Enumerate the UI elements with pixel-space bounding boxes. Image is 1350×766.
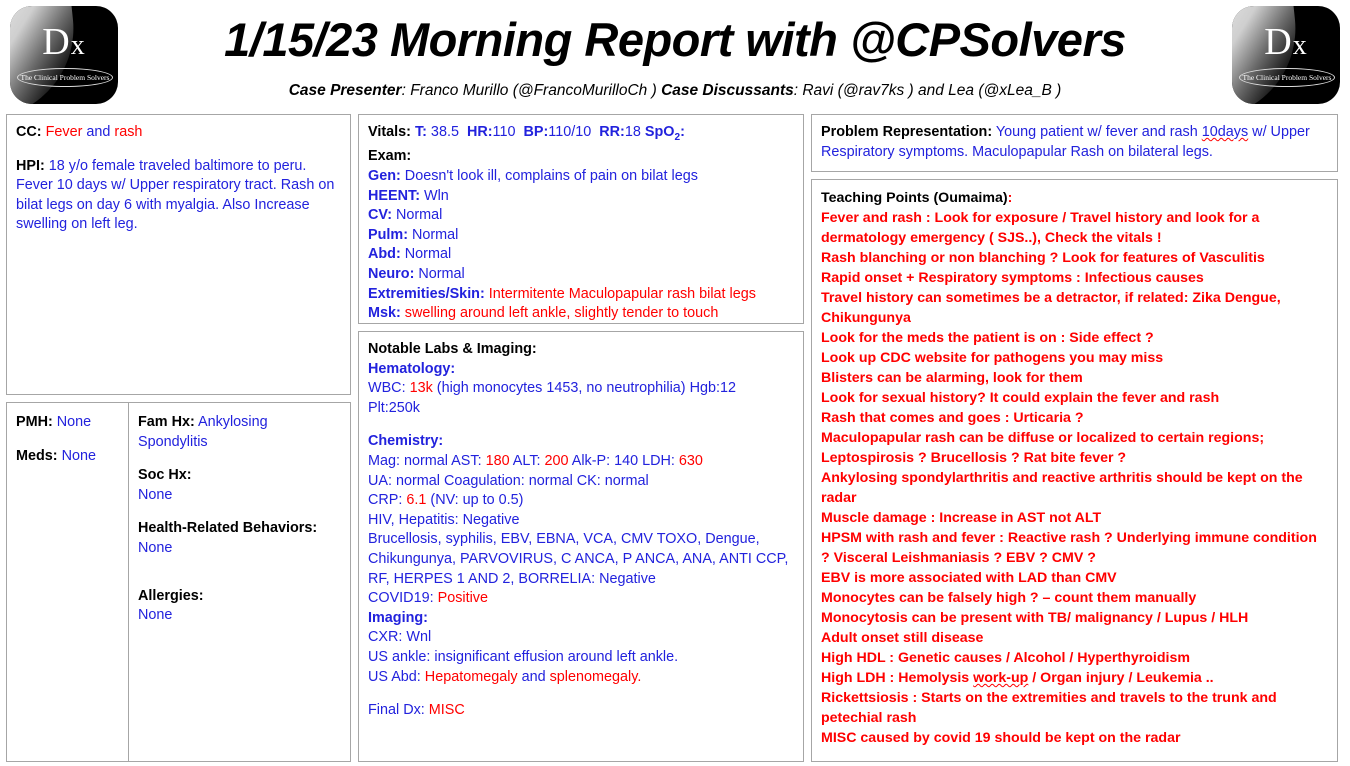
imaging-header: Imaging: (368, 609, 428, 626)
alt-key: ALT: (509, 452, 545, 469)
alt-value: 200 (544, 452, 569, 469)
hematology-label: Hematology (368, 360, 451, 377)
serology-panel-line: Brucellosis, syphilis, EBV, EBNA, VCA, CMV TOXO, Dengue, Chikungunya, PARVOVIRUS, C ANCA, P ANCA, ANA, ANTI CCP, RF, HERPES 1 AND 2, BORRELIA: Negative (368, 531, 789, 587)
sochx-label: Soc Hx (138, 467, 187, 484)
case-discussants-label: Case Discussants (661, 82, 794, 99)
wbc-rest: (high monocytes 1453, no neutrophilia) Hgb:12 (432, 380, 736, 397)
exam-heent: HEENT: Wln (368, 187, 449, 204)
spacer (16, 433, 119, 447)
problem-representation-misspelling: 10days (1201, 124, 1249, 140)
ast-value: 180 (485, 452, 510, 469)
teaching-point: Fever and rash : Look for exposure / Travel history and look for a dermatology emergency ( SJS..), Check the vitals ! (821, 210, 1260, 246)
covid-line (368, 589, 794, 609)
meds-label: Meds (16, 447, 53, 464)
high-ldh-text-a: High LDH : Hemolysis (821, 670, 974, 686)
imaging-label: Imaging (368, 609, 424, 626)
us-abd-key: US Abd: (368, 668, 425, 685)
teaching-point: Monocytes can be falsely high ? – count them manually (821, 590, 1197, 606)
exam-pulm: Pulm: Normal (368, 226, 459, 243)
ldh-value: 630 (678, 452, 703, 469)
allergies-label-line: Allergies: (138, 587, 204, 604)
cc-value-rash: rash (114, 124, 143, 140)
cc-line: CC: Fever and rash (16, 124, 143, 140)
hrb-value: None (138, 539, 173, 556)
teaching-point: Rash that comes and goes : Urticaria ? (821, 410, 1084, 426)
exam-msk: Msk: swelling around left ankle, slightly tender to touch (368, 305, 719, 322)
teaching-point: Travel history can sometimes be a detractor, if related: Zika Dengue, Chikungunya (821, 290, 1281, 326)
teaching-point: Look for the meds the patient is on : Side effect ? (821, 330, 1154, 346)
vital-hr-value: 110 (492, 124, 516, 140)
final-dx-key: Final Dx: (368, 702, 429, 719)
exam-extremities-skin: Extremities/Skin: Intermitente Maculopapular rash bilat legs (368, 285, 756, 302)
famhx-value: Ankylosing Spondylitis (138, 414, 268, 450)
wbc-value: 13k (409, 380, 433, 397)
us-ankle-line: US ankle: insignificant effusion around left ankle. (368, 648, 679, 665)
case-discussants-name: : Ravi (@rav7ks ) and Lea (@xLea_B ) (793, 82, 1062, 99)
labs-header: Notable Labs & Imaging: (368, 341, 537, 357)
logo-tagline: The Clinical Problem Solvers (17, 68, 113, 87)
extremities-label: Extremities/Skin (368, 285, 480, 302)
sochx-value: None (138, 486, 173, 503)
spacer (138, 573, 341, 587)
hematology-header: Hematology: (368, 360, 456, 377)
cc-value-fever: Fever (45, 124, 83, 140)
gen-label: Gen (368, 168, 396, 185)
teaching-point: Ankylosing spondylarthritis and reactive arthritis should be kept on the radar (821, 470, 1303, 506)
teaching-point: Maculopapular rash can be diffuse or localized to certain regions; Leptospirosis ? Brucellosis ? Rat bite fever ? (821, 430, 1265, 466)
labs-label: Notable Labs & Imaging (368, 341, 532, 357)
vital-t-label: T (414, 124, 423, 140)
logo-tagline: The Clinical Problem Solvers (1239, 68, 1335, 87)
problem-representation-line: Problem Representation: Young patient w/ fever and rash 10days w/ Upper Respiratory symptoms. Maculopapular Rash on bilateral legs. (821, 124, 1310, 160)
panel-teaching-points (811, 179, 1338, 762)
vitals-label: Vitals (368, 124, 407, 140)
teaching-point: High HDL : Genetic causes / Alcohol / Hyperthyroidism (821, 650, 1190, 666)
final-dx-value: MISC (428, 702, 465, 719)
famhx-label: Fam Hx (138, 414, 190, 430)
logo-dx-mark: Dx (42, 21, 86, 63)
spacer (368, 418, 794, 432)
exam-neuro: Neuro: Normal (368, 266, 465, 283)
teaching-point: Adult onset still disease (821, 630, 984, 646)
cc-value-and: and (82, 124, 115, 140)
exam-header: Exam: (368, 148, 412, 165)
chem-ua-line: UA: normal Coagulation: normal CK: normal (368, 472, 649, 489)
vital-rr-value: 18 (624, 124, 641, 140)
report-body (6, 114, 1344, 762)
exam-cv: CV: Normal (368, 207, 443, 224)
vital-bp-value: 110/10 (548, 124, 592, 140)
chemistry-header: Chemistry: (368, 433, 444, 450)
vital-spo2-label: SpO (644, 124, 675, 140)
cxr-line: CXR: Wnl (368, 629, 432, 646)
teaching-point: Muscle damage : Increase in AST not ALT (821, 510, 1102, 526)
problem-representation-label: Problem Representation (821, 124, 988, 140)
panel-labs-imaging (358, 331, 804, 762)
pmh-label: PMH (16, 414, 48, 430)
spacer (368, 687, 794, 701)
presenter-line (130, 82, 1220, 100)
chem-line-1 (368, 452, 794, 472)
case-presenter-name: : Franco Murillo (@FrancoMurilloCh ) (401, 82, 662, 99)
case-presenter-label: Case Presenter (288, 82, 402, 99)
chemistry-label: Chemistry (368, 433, 439, 450)
us-abd-and: and (517, 668, 550, 685)
page-title: 1/15/23 Morning Report with @CPSolvers (224, 13, 1126, 66)
teaching-point: EBV is more associated with LAD than CMV (821, 570, 1117, 586)
report-header (0, 0, 1350, 112)
panel-pmh-social (6, 402, 351, 762)
meds-line: Meds: None (16, 447, 96, 464)
teaching-point: Rash blanching or non blanching ? Look for features of Vasculitis (821, 250, 1265, 266)
hpi-value: 18 y/o female traveled baltimore to peru. Fever 10 days w/ Upper respiratory tract. Rash on bilat legs on day 6 with myalgia. Also Increase swelling on left leg. (16, 157, 335, 233)
teaching-point: Look for sexual history? It could explain the fever and rash (821, 390, 1220, 406)
gen-value: Doesn't look ill, complains of pain on bilat legs (400, 168, 698, 185)
plt-line: Plt:250k (368, 399, 420, 416)
problem-representation-text-a: Young patient w/ fever and rash (992, 124, 1202, 140)
heent-label: HEENT (368, 187, 416, 204)
extremities-value: Intermitente Maculopapular rash bilat legs (484, 285, 756, 302)
teaching-point: MISC caused by covid 19 should be kept on the radar (821, 730, 1181, 746)
cpsolvers-logo-right (1232, 6, 1340, 104)
column-history (6, 114, 351, 762)
msk-label: Msk (368, 305, 396, 322)
heent-value: Wln (419, 187, 449, 204)
wbc-key: WBC: (368, 380, 410, 397)
column-assessment (811, 114, 1338, 762)
vital-spo2-subscript: 2 (674, 131, 681, 143)
vital-rr-label: RR (599, 124, 621, 140)
cpsolvers-logo-left (10, 6, 118, 104)
hpi-label: HPI (16, 157, 40, 174)
wbc-line (368, 379, 794, 399)
spacer (138, 559, 341, 573)
abd-label: Abd (368, 246, 396, 263)
teaching-point: Blisters can be alarming, look for them (821, 370, 1083, 386)
pmh-value: None (52, 414, 92, 430)
teaching-point-high-ldh (821, 668, 1328, 688)
sochx-label-line: Soc Hx: (138, 467, 192, 484)
teaching-point: Rapid onset + Respiratory symptoms : Infectious causes (821, 270, 1204, 286)
panel-problem-representation (811, 114, 1338, 172)
crp-key: CRP: (368, 492, 407, 509)
us-abd-line (368, 668, 794, 688)
crp-range: (NV: up to 0.5) (426, 492, 524, 509)
logo-dx-mark: Dx (1264, 21, 1308, 63)
us-abd-splenomegaly: splenomegaly. (549, 668, 642, 685)
crp-value: 6.1 (406, 492, 427, 509)
hiv-hepatitis-line: HIV, Hepatitis: Negative (368, 511, 520, 528)
teaching-point: Rickettsiosis : Starts on the extremities and travels to the trunk and petechial rash (821, 690, 1277, 726)
exam-gen: Gen: Doesn't look ill, complains of pain on bilat legs (368, 168, 698, 185)
problem-representation-text-b: w/ Upper Respiratory symptoms. Maculopapular Rash on bilateral legs. (821, 124, 1310, 160)
meds-value: None (57, 447, 96, 464)
allergies-value: None (138, 607, 173, 624)
spacer (138, 505, 341, 519)
high-ldh-misspelling: work-up (973, 670, 1029, 686)
teaching-points-header: Teaching Points (Oumaima): (821, 190, 1013, 206)
subpanel-fam-soc (129, 403, 350, 761)
alkp-ldh-key: Alk-P: 140 LDH: (568, 452, 679, 469)
teaching-point: Monocytosis can be present with TB/ malignancy / Lupus / HLH (821, 610, 1249, 626)
vital-hr-label: HR (466, 124, 488, 140)
cv-value: Normal (392, 207, 443, 224)
spacer (16, 143, 341, 157)
vital-t-value: 38.5 (426, 124, 459, 140)
exam-abd: Abd: Normal (368, 246, 452, 263)
spacer (138, 452, 341, 466)
teaching-point: Look up CDC website for pathogens you may miss (821, 350, 1164, 366)
teaching-points-label: Teaching Points (Oumaima) (821, 190, 1008, 206)
allergies-label: Allergies (138, 587, 199, 604)
column-objective (358, 114, 804, 762)
hpi-line: HPI: 18 y/o female traveled baltimore to peru. Fever 10 days w/ Upper respiratory tract. Rash on bilat legs on day 6 with myalgia. Also Increase swelling on left leg. (16, 157, 335, 233)
vitals-line: Vitals: T: 38.5 HR:110 BP:110/10 RR:18 SpO$_2$: (368, 124, 685, 143)
neuro-value: Normal (414, 266, 465, 283)
msk-value: swelling around left ankle, slightly tender to touch (400, 305, 719, 322)
crp-line (368, 491, 794, 511)
abd-value: Normal (400, 246, 452, 263)
panel-cc-hpi (6, 114, 351, 395)
cc-label: CC (16, 124, 37, 140)
teaching-point: HPSM with rash and fever : Reactive rash ? Underlying immune condition ? Visceral Leishmaniasis ? EBV ? CMV ? (821, 530, 1317, 566)
neuro-label: Neuro (368, 266, 410, 283)
famhx-line: Fam Hx: Ankylosing Spondylitis (138, 414, 268, 450)
final-dx-line (368, 701, 794, 721)
vital-bp-label: BP (523, 124, 544, 140)
hrb-label: Health-Related Behaviors (138, 520, 313, 537)
high-ldh-text-b: / Organ injury / Leukemia .. (1028, 670, 1214, 686)
us-abd-hepatomegaly: Hepatomegaly (424, 668, 518, 685)
covid-value: Positive (437, 590, 488, 607)
pulm-label: Pulm (368, 226, 404, 243)
covid-key: COVID19: (368, 590, 438, 607)
cv-label: CV (368, 207, 388, 224)
pulm-value: Normal (407, 226, 459, 243)
exam-label: Exam (368, 148, 407, 165)
pmh-line: PMH: None (16, 414, 92, 430)
chem-mag-ast-key: Mag: normal AST: (368, 452, 486, 469)
panel-vitals-exam (358, 114, 804, 324)
subpanel-pmh-meds (7, 403, 129, 761)
hrb-label-line: Health-Related Behaviors: (138, 520, 318, 537)
